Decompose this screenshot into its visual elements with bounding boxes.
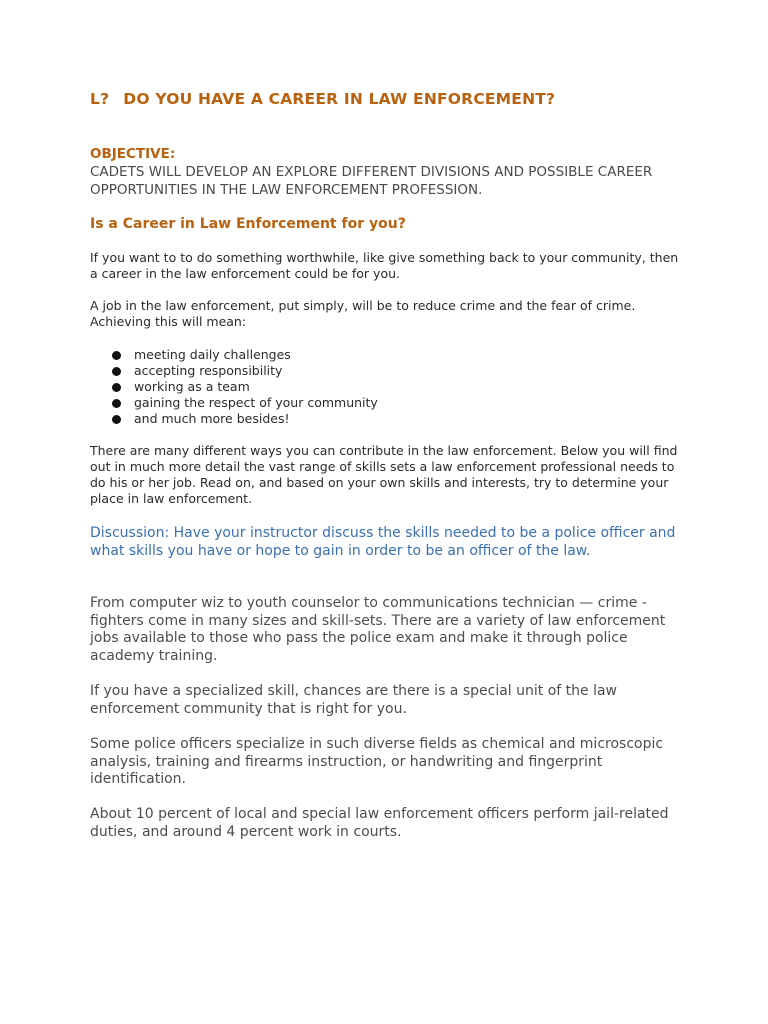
bullet-list <box>112 347 378 427</box>
list-item <box>112 347 378 363</box>
paragraph-contribute: There are many different ways you can contribute in the law enforcement. Below you will find out in much more detail the vast range of skills sets a law enforcement professional needs to do his or her job. Read on, and based on your own skills and interests, try to determine your place in law enforcement. <box>90 443 678 506</box>
list-item-text: and much more besides! <box>134 411 290 426</box>
bullet-icon <box>112 351 121 360</box>
paragraph-job: A job in the law enforcement, put simply, will be to reduce crime and the fear of crime. Achieving this will mean: <box>90 298 636 329</box>
list-item-text: meeting daily challenges <box>134 347 291 362</box>
discussion-prompt: Discussion: Have your instructor discuss the skills needed to be a police officer and what skills you have or hope to gain in order to be an officer of the law. <box>90 525 676 559</box>
section-heading: Is a Career in Law Enforcement for you? <box>90 216 406 232</box>
list-item <box>112 411 378 427</box>
bullet-icon <box>112 415 121 424</box>
paragraph-specializations: Some police officers specialize in such diverse fields as chemical and microscopic analysis, training and firearms instruction, or handwriting and fingerprint identification. <box>90 736 664 787</box>
list-item <box>112 363 378 379</box>
bullet-icon <box>112 383 121 392</box>
list-item <box>112 379 378 395</box>
list-item-text: gaining the respect of your community <box>134 395 378 410</box>
page-title <box>90 90 555 108</box>
bullet-icon <box>112 367 121 376</box>
bullet-icon <box>112 399 121 408</box>
objective-section <box>90 146 690 199</box>
objective-text: CADETS WILL DEVELOP AN EXPLORE DIFFERENT DIVISIONS AND POSSIBLE CAREER OPPORTUNITIES IN THE LAW ENFORCEMENT PROFESSION. <box>90 164 653 198</box>
paragraph-statistics: About 10 percent of local and special law enforcement officers perform jail-related duties, and around 4 percent work in courts. <box>90 806 669 840</box>
list-item <box>112 395 378 411</box>
objective-label: OBJECTIVE: <box>90 146 176 162</box>
paragraph-crime-fighters: From computer wiz to youth counselor to communications technician — crime -fighters come in many sizes and skill-sets. There are a variety of law enforcement jobs available to those who pass the police exam and make it through police academy training. <box>90 595 666 664</box>
title-number: L? <box>90 90 110 108</box>
paragraph-intro: If you want to to do something worthwhile, like give something back to your community, then a career in the law enforcement could be for you. <box>90 250 679 281</box>
list-item-text: working as a team <box>134 379 250 394</box>
list-item-text: accepting responsibility <box>134 363 283 378</box>
title-text: DO YOU HAVE A CAREER IN LAW ENFORCEMENT? <box>123 90 556 108</box>
paragraph-specialized-skill: If you have a specialized skill, chances are there is a special unit of the law enforcement community that is right for you. <box>90 683 618 717</box>
